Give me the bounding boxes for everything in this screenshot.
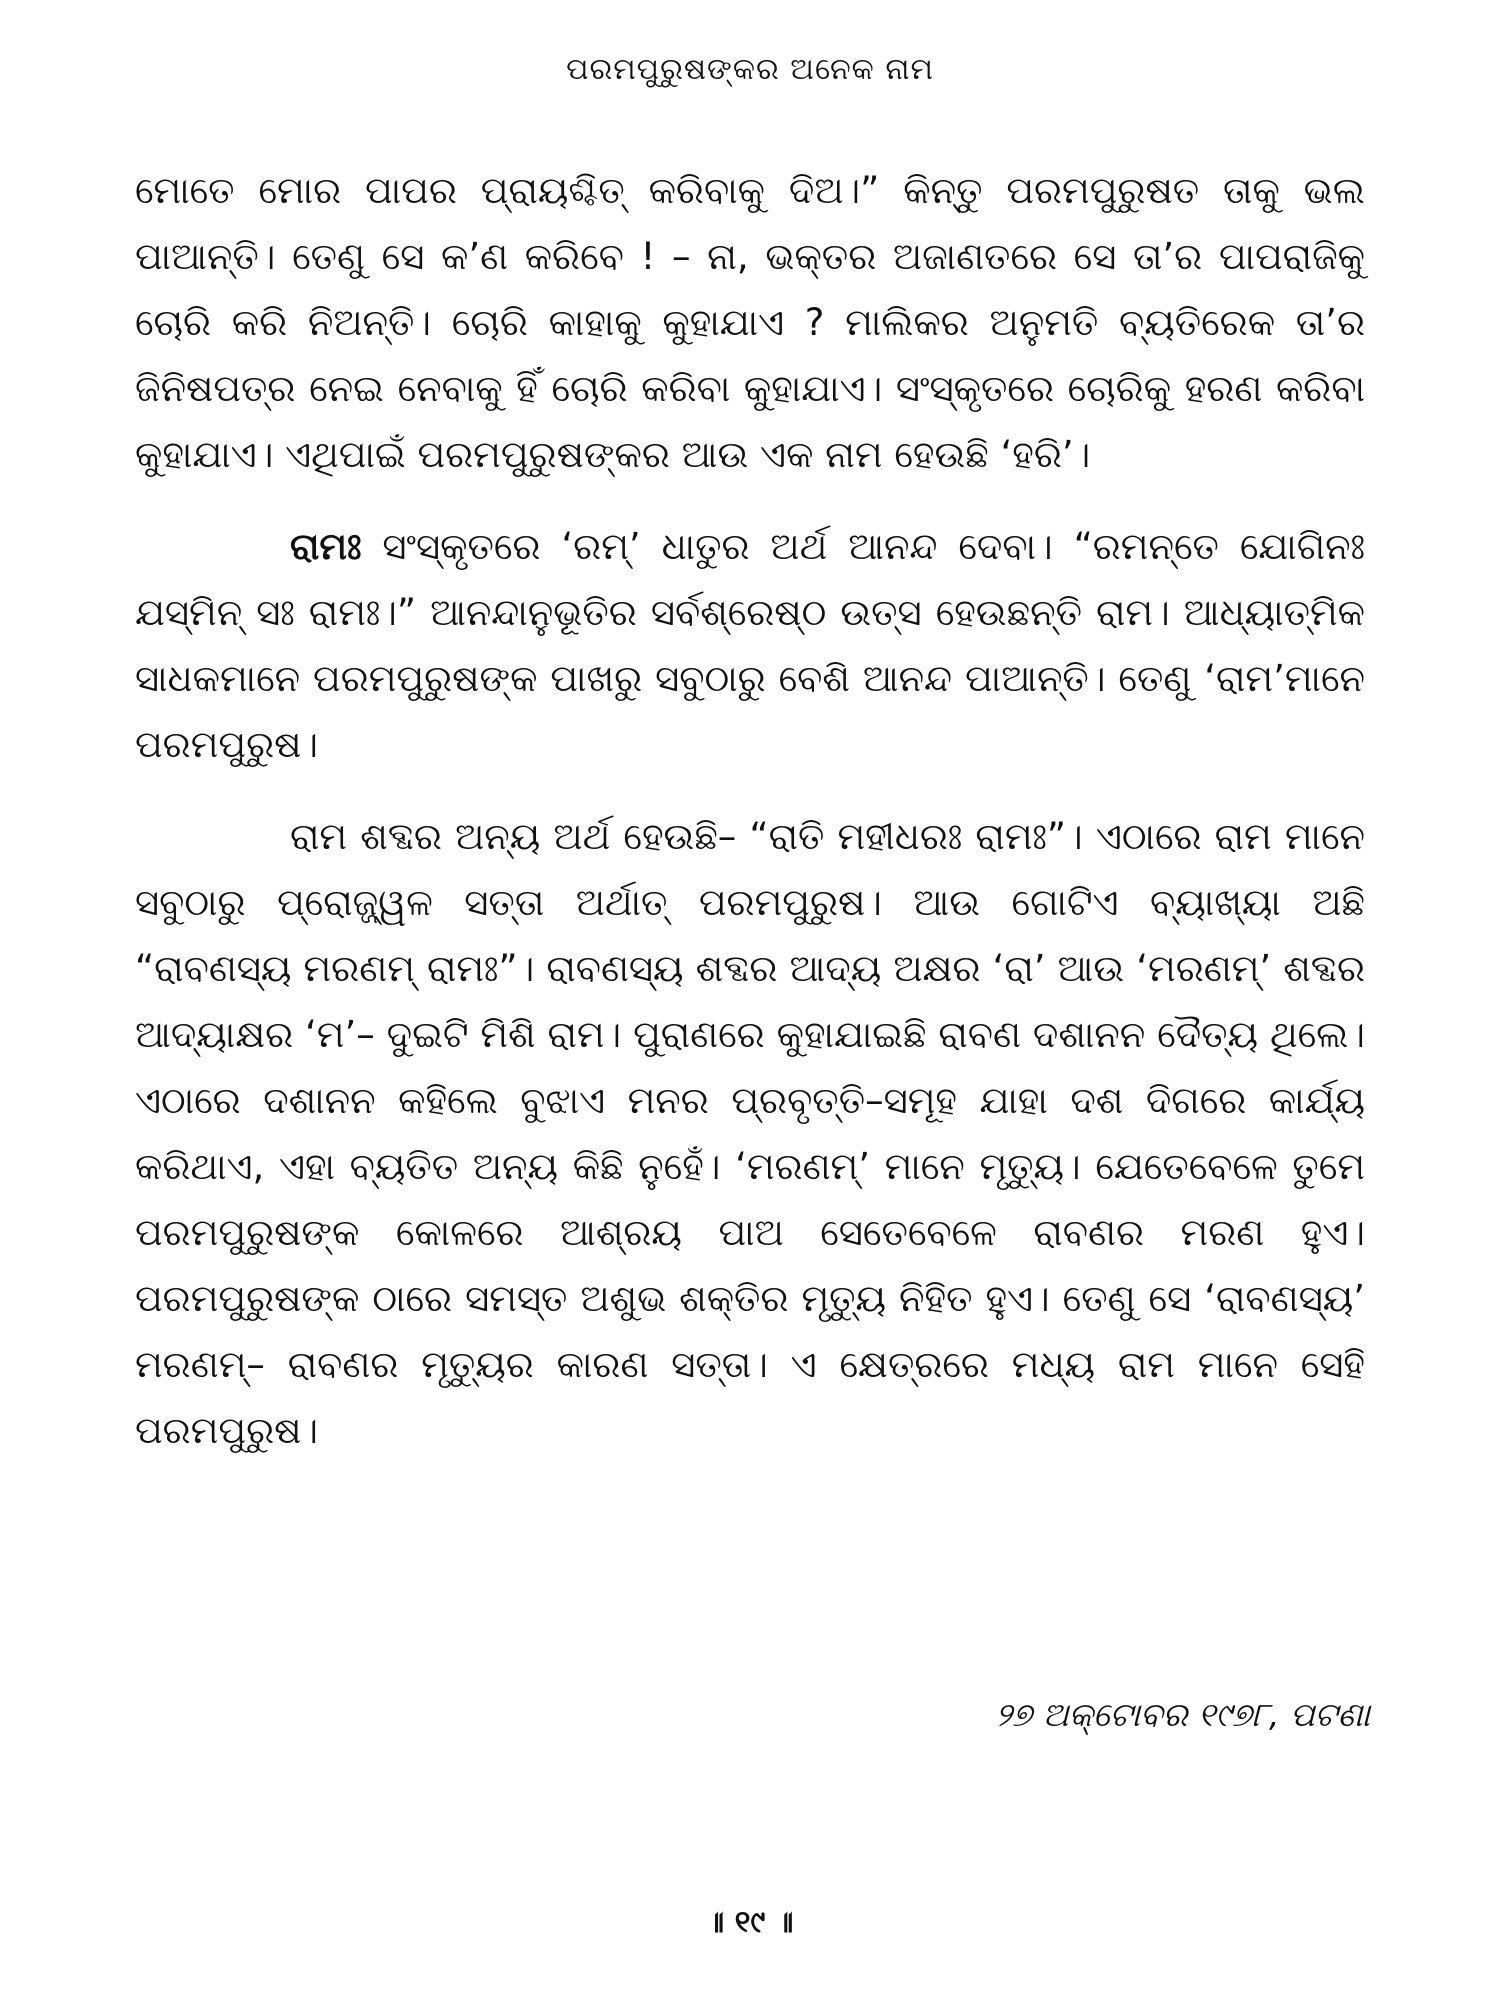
- paragraph-2: [135, 514, 1365, 778]
- paragraph-1: ମୋତେ ମୋର ପାପର ପ୍ରାୟଶ୍ଚିତ୍ କରିବାକୁ ଦିଅ।” କିନ୍ତୁ ପରମପୁରୁଷତ ତାକୁ ଭଲ ପାଆନ୍ତି। ତେଣୁ ସେ କ’ଣ କରିବେ ! – ନା, ଭକ୍ତର ଅଜାଣତରେ ସେ ତା’ର ପାପରାଜିକୁ ଚୋରି କରି ନିଅନ୍ତି। ଚୋରି କାହାକୁ କୁହାଯାଏ ? ମାଲିକର ଅନୁମତି ବ୍ୟତିରେକ ତା’ର ଜିନିଷପତ୍ର ନେଇ ନେବାକୁ ହିଁ ଚୋରି କରିବା କୁହାଯାଏ। ସଂସ୍କୃତରେ ଚୋରିକୁ ହରଣ କରିବା କୁହାଯାଏ। ଏଥିପାଇଁ ପରମପୁରୁଷଙ୍କର ଆଉ ଏକ ନାମ ହେଉଛି ‘ହରି’।: [135, 169, 1365, 476]
- paragraph-3: ରାମ ଶବ୍ଦର ଅନ୍ୟ ଅର୍ଥ ହେଉଛି– “ରାତି ମହୀଧରଃ ରାମଃ”। ଏଠାରେ ରାମ ମାନେ ସବୁଠାରୁ ପ୍ରୋଜ୍ଜ୍ୱଳ ସତ୍ତା ଅର୍ଥାତ୍ ପରମପୁରୁଷ। ଆଉ ଗୋଟିଏ ବ୍ୟାଖ୍ୟା ଅଛି “ରାବଣସ୍ୟ ମରଣମ୍ ରାମଃ”। ରାବଣସ୍ୟ ଶବ୍ଦର ଆଦ୍ୟ ଅକ୍ଷର ‘ରା’ ଆଉ ‘ମରଣମ୍’ ଶବ୍ଦର ଆଦ୍ୟାକ୍ଷର ‘ମ’– ଦୁଇଟି ମିଶି ରାମ। ପୁରାଣରେ କୁହାଯାଇଛି ରାବଣ ଦଶାନନ ଦୈତ୍ୟ ଥିଲେ। ଏଠାରେ ଦଶାନନ କହିଲେ ବୁଝାଏ ମନର ପ୍ରବୃତ୍ତି–ସମୂହ ଯାହା ଦଶ ଦିଗରେ କାର୍ଯ୍ୟ କରିଥାଏ, ଏହା ବ୍ୟତିତ ଅନ୍ୟ କିଛି ନୁହେଁ। ‘ମରଣମ୍’ ମାନେ ମୃତ୍ୟୁ। ଯେତେବେଳେ ତୁମେ ପରମପୁରୁଷଙ୍କ କୋଳରେ ଆଶ୍ରୟ ପାଅ ସେତେବେଳେ ରାବଣର ମରଣ ହୁଏ। ପରମପୁରୁଷଙ୍କ ଠାରେ ସମସ୍ତ ଅଶୁଭ ଶକ୍ତିର ମୃତ୍ୟୁ ନିହିତ ହୁଏ। ତେଣୁ ସେ ‘ରାବଣସ୍ୟ’ ମରଣମ୍– ରାବଣର ମୃତ୍ୟୁର କାରଣ ସତ୍ତା। ଏ କ୍ଷେତ୍ରରେ ମଧ୍ୟ ରାମ ମାନେ ସେହି ପରମପୁରୁଷ।: [135, 815, 1365, 1452]
- paragraph-2-text: ସଂସ୍କୃତରେ ‘ରମ୍’ ଧାତୁର ଅର୍ଥ ଆନନ୍ଦ ଦେବା। “ରମନ୍ତେ ଯୋଗିନଃ ଯସ୍ମିନ୍ ସଃ ରାମଃ।” ଆନନ୍ଦାନୁଭୂତିର ସର୍ବଶ୍ରେଷ୍ଠ ଉତ୍ସ ହେଉଛନ୍ତି ରାମ। ଆଧ୍ୟାତ୍ମିକ ସାଧକମାନେ ପରମପୁରୁଷଙ୍କ ପାଖରୁ ସବୁଠାରୁ ବେଶି ଆନନ୍ଦ ପାଆନ୍ତି। ତେଣୁ ‘ରାମ’ମାନେ ପରମପୁରୁଷ।: [135, 525, 1365, 766]
- running-header: ପରମପୁରୁଷଙ୍କର ଅନେକ ନାମ: [566, 52, 934, 87]
- body-text: [135, 158, 1365, 1464]
- paragraph-2-term: ରାମଃ: [290, 525, 362, 568]
- page-number: ॥ ୧୯ ॥: [706, 1905, 794, 1940]
- dateline: ୨୭ ଅକ୍ଟୋବର ୧୯୭୮, ପଟଣା: [995, 1695, 1370, 1734]
